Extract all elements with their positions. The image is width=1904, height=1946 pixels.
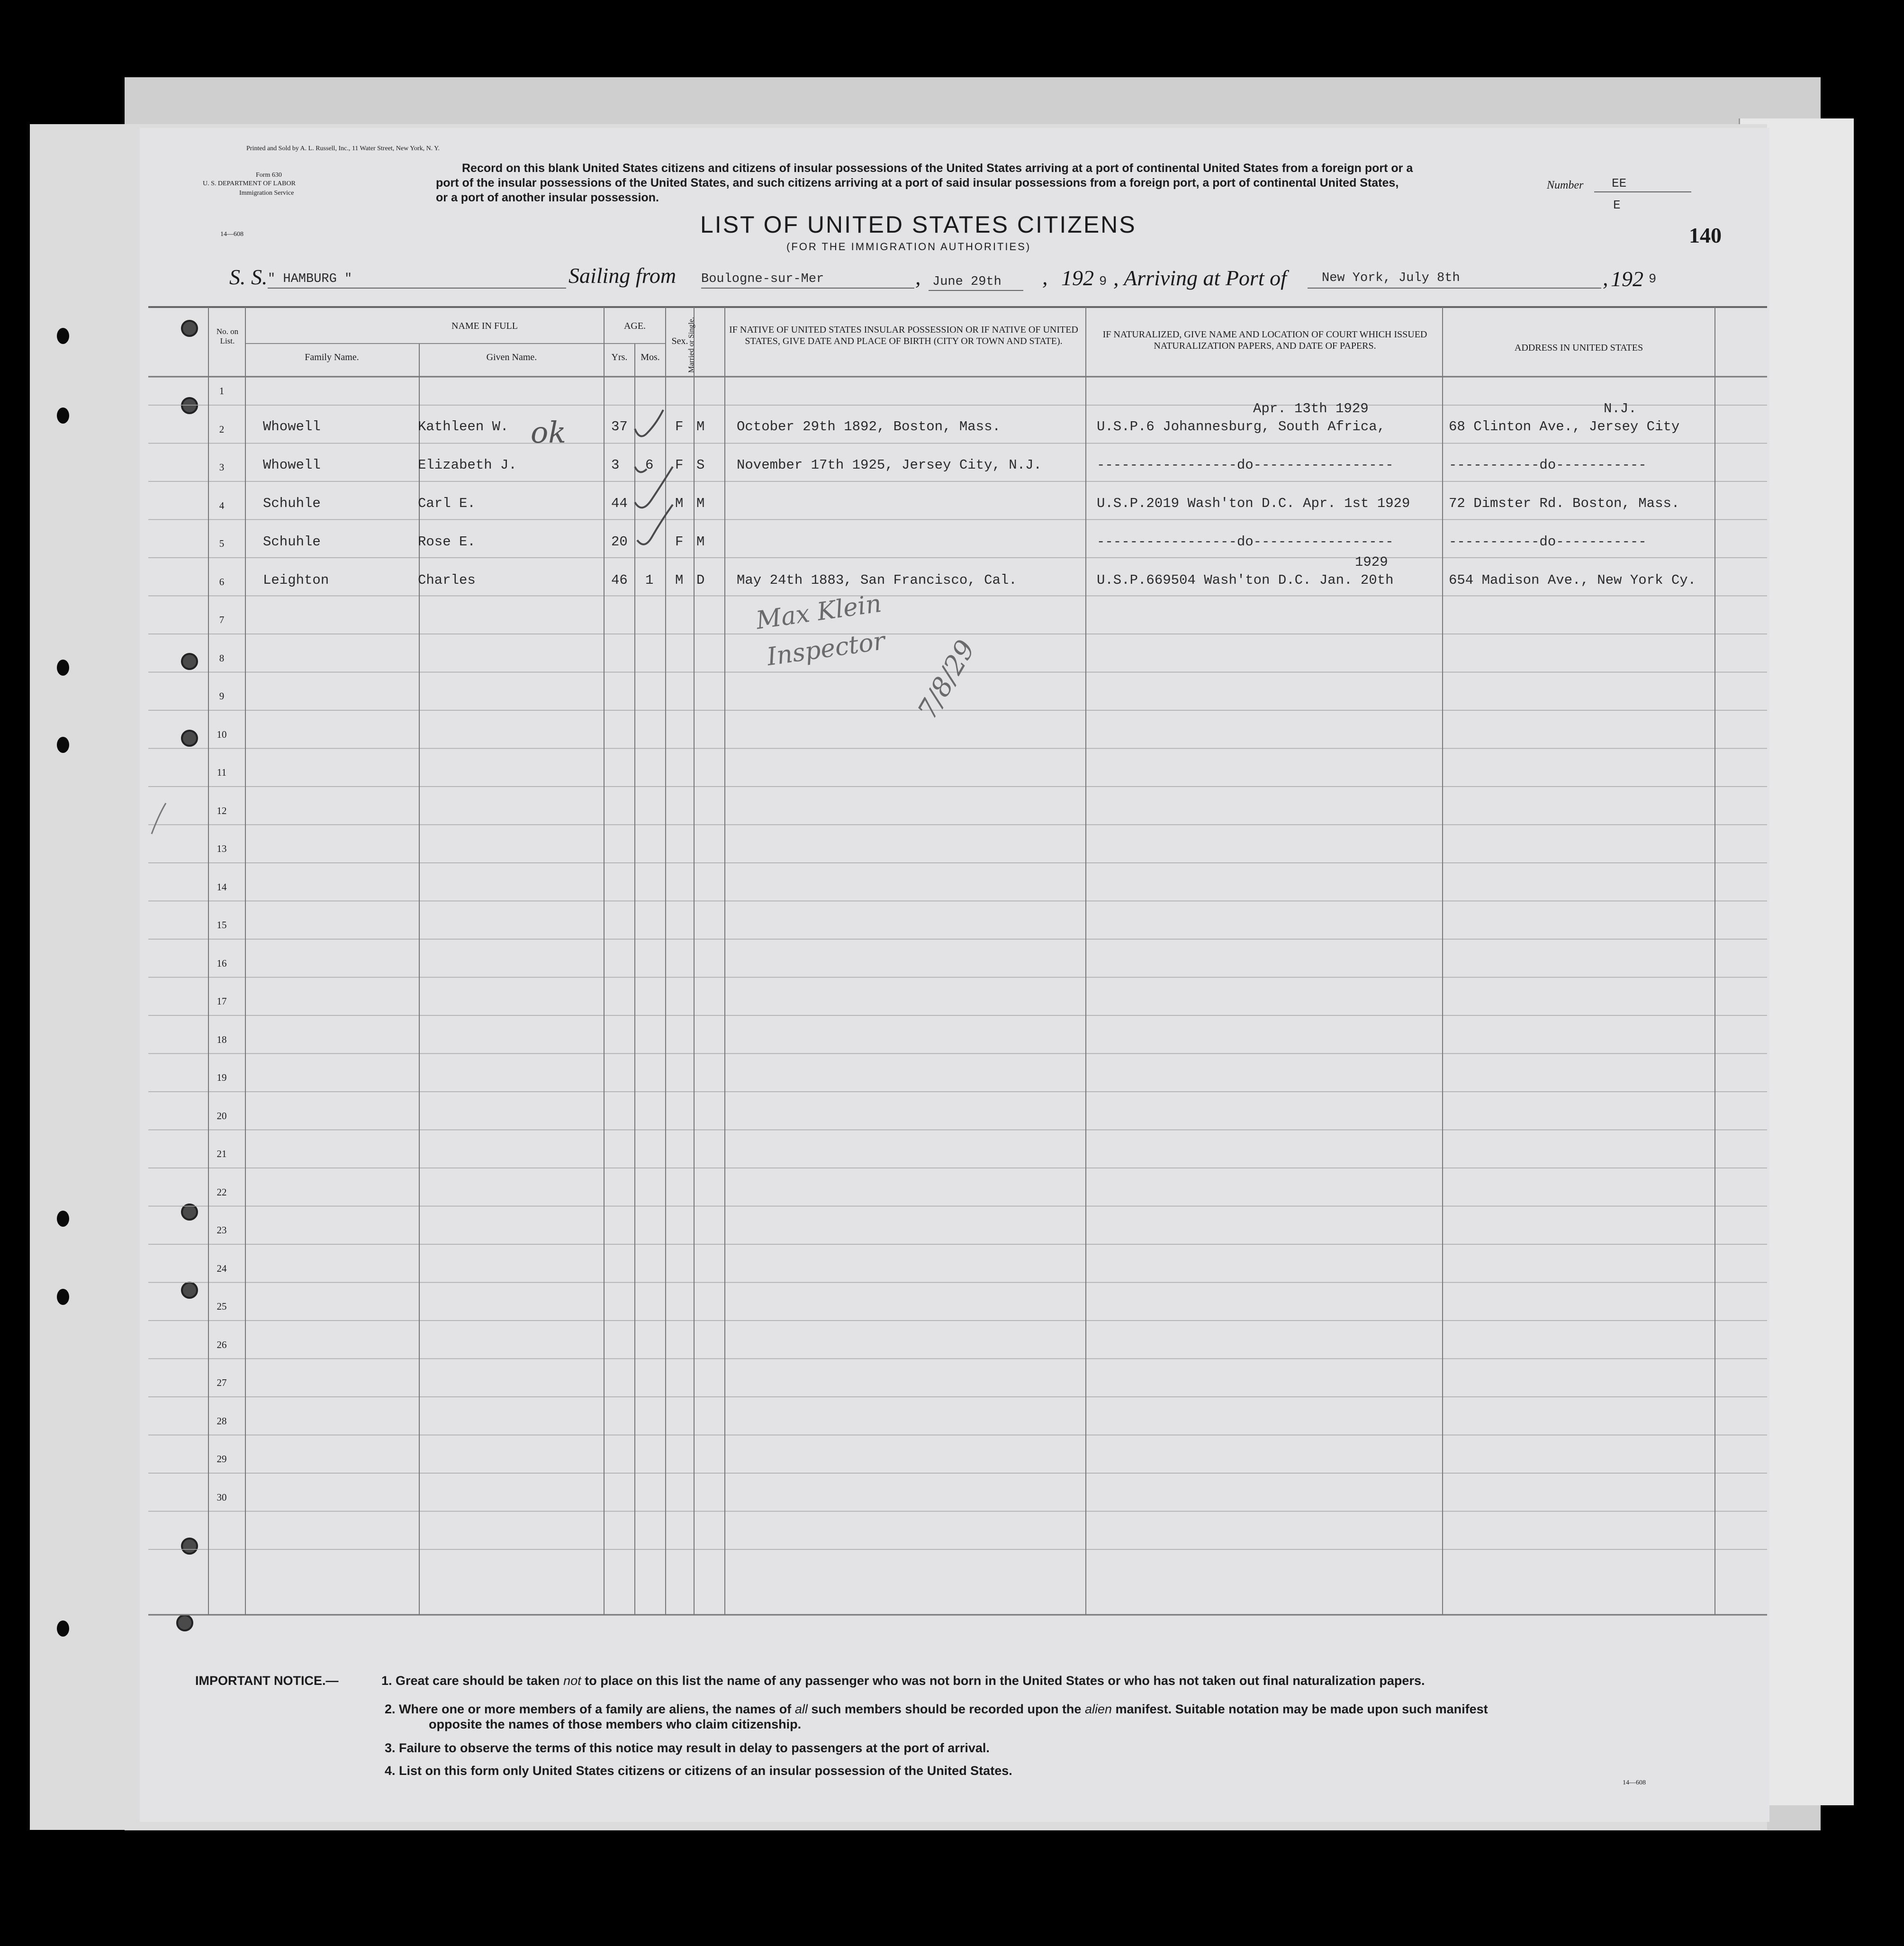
form-code-bottom: 14—608 — [1623, 1779, 1646, 1786]
cell-ms: M — [696, 496, 705, 511]
ship-name: " HAMBURG " — [268, 272, 352, 286]
notice-item-2-b: such members should be recorded upon the — [811, 1702, 1082, 1716]
notice-item-2-c: manifest. Suitable notation may be made upon such manifest — [1115, 1702, 1488, 1716]
cell-birth: November 17th 1925, Jersey City, N.J. — [737, 457, 1042, 473]
ok-mark: ok — [531, 415, 566, 450]
row-number: 19 — [217, 1072, 227, 1083]
cell-nat: U.S.P.669504 Wash'ton D.C. Jan. 20th — [1097, 572, 1394, 588]
col-header-married: Married or Single. — [687, 317, 695, 373]
notice-item-2-alien: alien — [1084, 1702, 1112, 1716]
row-number: 23 — [217, 1224, 227, 1236]
sail-year: 192 — [1061, 266, 1094, 290]
cell-family: Leighton — [263, 572, 329, 588]
notice-item-2-a: 2. Where one or more members of a family are aliens, the names of — [385, 1702, 792, 1716]
col-header-naturalized: IF NATURALIZED, GIVE NAME AND LOCATION OF COURT WHICH ISSUED NATURALIZATION PAPERS, AND DATE OF PAPERS. — [1102, 329, 1427, 351]
form-code: 14—608 — [220, 231, 244, 238]
col-header-family: Family Name. — [305, 352, 359, 362]
cell-given: Kathleen W. — [418, 419, 509, 434]
arriving-port: New York, July 8th — [1322, 271, 1460, 285]
cell-family: Schuhle — [263, 496, 321, 511]
col-header-given: Given Name. — [486, 352, 537, 362]
cell-ms: M — [696, 419, 705, 434]
row-number: 28 — [217, 1415, 227, 1427]
row-number: 10 — [217, 728, 227, 740]
cell-yrs: 44 — [611, 496, 628, 511]
page-title: LIST OF UNITED STATES CITIZENS — [700, 211, 1137, 238]
cell-mos: 1 — [645, 572, 654, 588]
page-subtitle: (FOR THE IMMIGRATION AUTHORITIES) — [786, 241, 1031, 253]
row-number: 15 — [217, 919, 227, 931]
row-number: 14 — [217, 881, 227, 893]
cell-birth: May 24th 1883, San Francisco, Cal. — [737, 572, 1017, 588]
cell-nat-above: 1929 — [1355, 554, 1388, 570]
notice-heading: IMPORTANT NOTICE.— — [195, 1674, 339, 1688]
notice-item-1-b: to place on this list the name of any passenger who was not born in the United States or who has not taken out final naturalization papers. — [585, 1674, 1425, 1688]
cell-ms: S — [696, 457, 705, 473]
cell-ms: D — [696, 572, 705, 588]
printer-line: Printed and Sold by A. L. Russell, Inc., 11 Water Street, New York, N. Y. — [246, 145, 440, 152]
notice-item-1-not: not — [563, 1674, 581, 1688]
col-header-address: ADDRESS IN UNITED STATES — [1514, 343, 1643, 353]
row-number: 8 — [219, 652, 225, 664]
row-number: 11 — [217, 767, 227, 778]
cell-given: Elizabeth J. — [418, 457, 517, 473]
cell-family: Whowell — [263, 419, 321, 434]
signature-name: Max Klein — [754, 589, 884, 635]
col-header-sex: Sex. — [671, 336, 688, 346]
cell-sex: F — [675, 534, 684, 550]
instruction-line-2: port of the insular possessions of the United States, and such citizens arriving at a port of said insular possessions from a foreign port, a port of continental United States, — [436, 176, 1399, 190]
number-label: Number — [1547, 179, 1584, 191]
cell-addr: 654 Madison Ave., New York Cy. — [1449, 572, 1696, 588]
sail-date: June 29th — [932, 275, 1002, 289]
cell-nat: -----------------do----------------- — [1097, 534, 1394, 550]
signature-title: Inspector — [765, 626, 887, 672]
number-value: EE — [1612, 176, 1627, 190]
cell-nat-above: Apr. 13th 1929 — [1253, 401, 1369, 416]
col-header-no: No. on List. — [216, 327, 239, 345]
row-number: 29 — [217, 1453, 227, 1465]
col-header-name: NAME IN FULL — [451, 321, 518, 331]
ss-label: S. S. — [229, 265, 268, 289]
col-header-yrs: Yrs. — [611, 352, 628, 362]
cell-sex: F — [675, 419, 684, 434]
row-number: 7 — [219, 614, 225, 625]
row-number: 16 — [217, 957, 227, 969]
cell-nat: -----------------do----------------- — [1097, 457, 1394, 473]
row-number: 5 — [219, 538, 225, 549]
cell-sex: M — [675, 572, 684, 588]
col-header-birth: IF NATIVE OF UNITED STATES INSULAR POSSESSION OR IF NATIVE OF UNITED STATES, GIVE DATE AND PLACE OF BIRTH (CITY OR TOWN AND STATE). — [729, 325, 1078, 346]
service: Immigration Service — [239, 190, 294, 197]
cell-yrs: 20 — [611, 534, 628, 550]
cell-family: Schuhle — [263, 534, 321, 550]
cell-yrs: 3 — [611, 457, 620, 473]
col-header-age: AGE. — [623, 321, 646, 331]
row-number: 26 — [217, 1339, 227, 1350]
arrival-year: 192 — [1611, 267, 1643, 291]
notice-item-3: 3. Failure to observe the terms of this notice may result in delay to passengers at the port of arrival. — [385, 1741, 990, 1755]
cell-birth: October 29th 1892, Boston, Mass. — [737, 419, 1001, 434]
notice-item-4: 4. List on this form only United States citizens or citizens of an insular possession of the United States. — [385, 1764, 1012, 1778]
cell-mos: 6 — [645, 457, 654, 473]
cell-sex: M — [675, 496, 684, 511]
department: U. S. DEPARTMENT OF LABOR — [203, 180, 296, 187]
row-number: 21 — [217, 1148, 227, 1159]
cell-addr: 68 Clinton Ave., Jersey City — [1449, 419, 1680, 434]
row-number: 9 — [219, 690, 225, 702]
cell-addr: -----------do----------- — [1449, 534, 1647, 550]
row-number: 24 — [217, 1262, 227, 1274]
row-number: 27 — [217, 1377, 227, 1388]
instruction-line-3: or a port of another insular possession. — [436, 191, 659, 204]
row-number: 1 — [219, 385, 225, 397]
sail-year-digit: 9 — [1099, 275, 1107, 289]
col-header-mos: Mos. — [641, 352, 660, 362]
row-number: 22 — [217, 1186, 227, 1198]
row-number: 3 — [219, 462, 225, 473]
sailing-from: Boulogne-sur-Mer — [701, 272, 824, 286]
row-number: 25 — [217, 1301, 227, 1312]
form-number: Form 630 — [256, 172, 282, 179]
number-value-2: E — [1613, 198, 1621, 212]
cell-given: Carl E. — [418, 496, 476, 511]
row-number: 13 — [217, 843, 227, 854]
cell-addr-above: N.J. — [1604, 401, 1637, 416]
cell-sex: F — [675, 457, 684, 473]
row-number: 17 — [217, 996, 227, 1007]
cell-family: Whowell — [263, 457, 321, 473]
cell-addr: 72 Dimster Rd. Boston, Mass. — [1449, 496, 1680, 511]
cell-ms: M — [696, 534, 705, 550]
notice-item-2-all: all — [794, 1702, 808, 1716]
cell-given: Rose E. — [418, 534, 476, 550]
row-number: 30 — [217, 1491, 227, 1503]
row-number: 2 — [219, 423, 225, 435]
arriving-label: , Arriving at Port of — [1113, 266, 1287, 290]
notice-item-1 — [381, 1673, 1425, 1689]
sailing-label: Sailing from — [568, 263, 677, 288]
row-number: 12 — [217, 805, 227, 816]
notice-item-2 — [385, 1701, 1488, 1717]
notice-item-2-cont: opposite the names of those members who claim citizenship. — [429, 1717, 802, 1731]
notice-item-1-a: 1. Great care should be taken — [381, 1674, 560, 1688]
row-number: 4 — [219, 499, 225, 511]
cell-addr: -----------do----------- — [1449, 457, 1647, 473]
signature-date: 7/8/29 — [911, 635, 982, 724]
page-number: 140 — [1689, 223, 1722, 247]
cell-nat: U.S.P.6 Johannesburg, South Africa, — [1097, 419, 1386, 434]
cell-yrs: 37 — [611, 419, 628, 434]
cell-given: Charles — [418, 572, 476, 588]
cell-yrs: 46 — [611, 572, 628, 588]
row-number: 20 — [217, 1110, 227, 1122]
cell-nat: U.S.P.2019 Wash'ton D.C. Apr. 1st 1929 — [1097, 496, 1410, 511]
arrival-year-digit: 9 — [1649, 272, 1657, 287]
row-number: 6 — [219, 576, 225, 588]
row-number: 18 — [217, 1033, 227, 1045]
instruction-line-1: Record on this blank United States citizens and citizens of insular possessions of the United States arriving at a port of continental United States from a foreign port or a — [462, 162, 1413, 175]
